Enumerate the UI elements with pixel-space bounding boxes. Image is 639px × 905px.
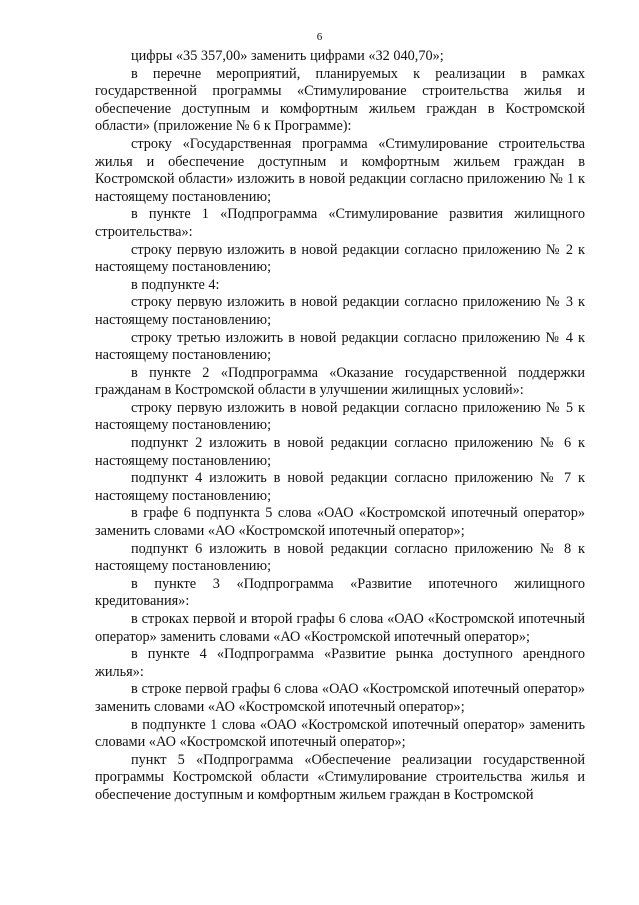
document-body [95, 48, 585, 805]
paragraph: строку первую изложить в новой редакции согласно приложению № 3 к настоящему постановлению; [95, 294, 585, 328]
paragraph: строку первую изложить в новой редакции согласно приложению № 5 к настоящему постановлению; [95, 399, 585, 434]
paragraph: в пункте 4 «Подпрограмма «Развитие рынка доступного арендного жилья»: [95, 646, 585, 680]
paragraph: подпункт 6 изложить в новой редакции согласно приложению № 8 к настоящему постановлению; [95, 540, 585, 575]
paragraph: в пункте 1 «Подпрограмма «Стимулирование развития жилищного строительства»: [95, 206, 585, 240]
paragraph: в перечне мероприятий, планируемых к реализации в рамках государственной программы «Стимулирование строительства жилья и обеспечение доступным и комфортным жильем граждан в Костромской области» (приложение № 6 к Программе): [95, 65, 585, 135]
paragraph: в подпункте 1 слова «ОАО «Костромской ипотечный оператор» заменить словами «АО «Костромской ипотечный оператор»; [95, 716, 585, 751]
paragraph: цифры «35 357,00» заменить цифрами «32 040,70»; [131, 48, 444, 64]
paragraph: строку «Государственная программа «Стимулирование строительства жилья и обеспечение доступным и комфортным жильем граждан в Костромской области» изложить в новой редакции согласно приложению № 1 к настоящему постановлению; [95, 135, 585, 205]
paragraph: строку третью изложить в новой редакции согласно приложению № 4 к настоящему постановлению; [95, 329, 585, 364]
paragraph: в пункте 2 «Подпрограмма «Оказание государственной поддержки гражданам в Костромской области в улучшении жилищных условий»: [95, 364, 585, 399]
paragraph: строку первую изложить в новой редакции согласно приложению № 2 к настоящему постановлению; [95, 241, 585, 276]
page-number: 6 [316, 31, 323, 43]
paragraph: в строке первой графы 6 слова «ОАО «Костромской ипотечный оператор» заменить словами «АО «Костромской ипотечный оператор»; [95, 681, 585, 715]
paragraph: в пункте 3 «Подпрограмма «Развитие ипотечного жилищного кредитования»: [95, 575, 585, 610]
paragraph: в подпункте 4: [131, 276, 220, 293]
paragraph: пункт 5 «Подпрограмма «Обеспечение реализации государственной программы Костромской области «Стимулирование строительства жилья и обеспечение доступным и комфортным жильем граждан в Костромской [95, 751, 585, 803]
paragraph: в графе 6 подпункта 5 слова «ОАО «Костромской ипотечный оператор» заменить словами «АО «Костромской ипотечный оператор»; [95, 505, 585, 540]
paragraph: подпункт 2 изложить в новой редакции согласно приложению № 6 к настоящему постановлению; [95, 435, 585, 469]
paragraph: в строках первой и второй графы 6 слова «ОАО «Костромской ипотечный оператор» заменить словами «АО «Костромской ипотечный оператор»; [95, 611, 585, 645]
paragraph: подпункт 4 изложить в новой редакции согласно приложению № 7 к настоящему постановлению; [95, 470, 585, 504]
